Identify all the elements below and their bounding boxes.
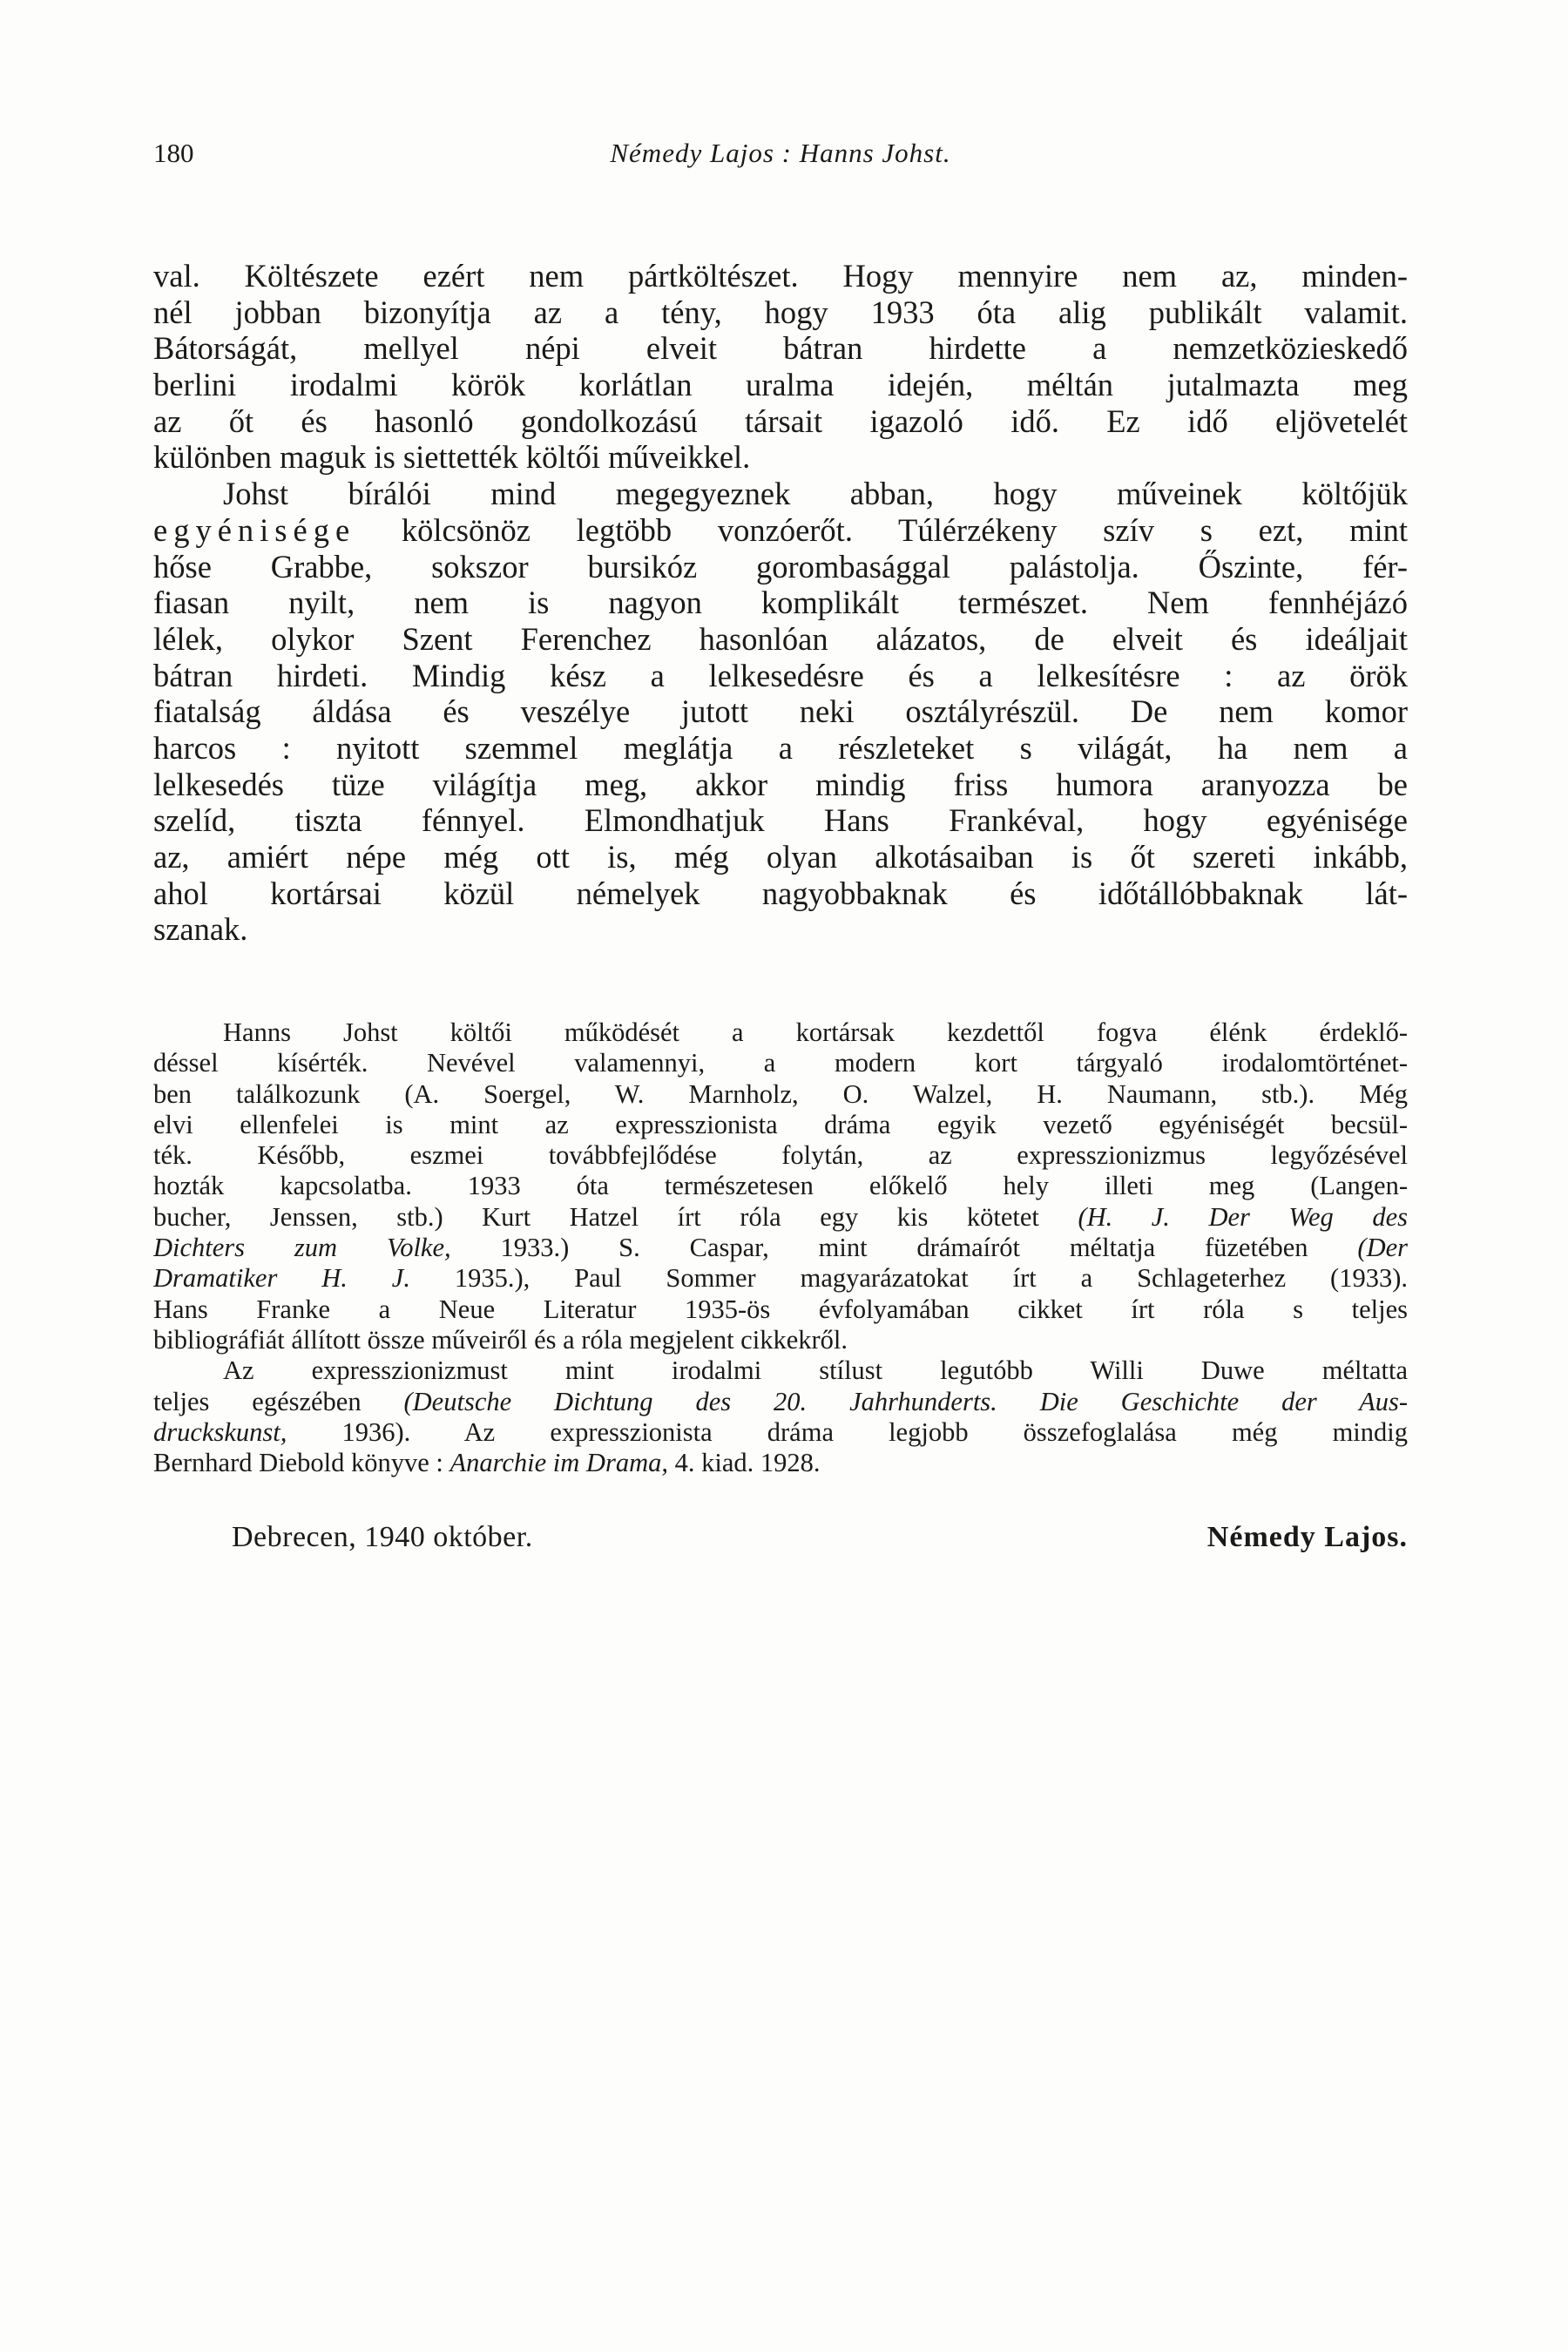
text-segment: 1935.), Paul Sommer magyarázatokat írt a Schlageterhez (1933). xyxy=(409,1263,1408,1294)
text-line xyxy=(153,767,1408,803)
text-segment: ték. Később, eszmei továbbfejlődése folytán, az expresszionizmus legyőzésével xyxy=(153,1140,1408,1171)
text-segment: nél jobban bizonyítja az a tény, hogy 1933 óta alig publikált valamit. xyxy=(153,294,1408,330)
text-segment: 4. kiad. 1928. xyxy=(667,1448,821,1478)
text-line xyxy=(153,658,1408,694)
footnote-line xyxy=(153,1325,1408,1355)
footnote-line xyxy=(153,1355,1408,1386)
footnote-line xyxy=(153,1417,1408,1448)
footnote-line xyxy=(153,1140,1408,1171)
text-segment: Dramatiker H. J. xyxy=(153,1263,410,1294)
text-segment: ahol kortársai közül némelyek nagyobbaknak és időtállóbbaknak lát- xyxy=(153,875,1408,911)
text-segment: Bernhard Diebold könyve : xyxy=(153,1448,450,1478)
text-line xyxy=(153,258,1408,294)
author-signature: Némedy Lajos. xyxy=(1206,1521,1408,1553)
footnote-line xyxy=(153,1171,1408,1201)
text-segment: különben maguk is siettették költői műveikkel. xyxy=(153,439,751,476)
text-line xyxy=(153,839,1408,875)
footnote-line xyxy=(153,1294,1408,1325)
text-segment: harcos : nyitott szemmel meglátja a részleteket s világát, ha nem a xyxy=(153,729,1408,766)
text-line xyxy=(153,439,1408,476)
text-segment: lelkesedés tüze világítja meg, akkor mindig friss humora aranyozza be xyxy=(153,766,1408,802)
footnote-line xyxy=(153,1448,1408,1478)
text-segment: Hans Franke a Neue Literatur 1935-ös évfolyamában cikket írt róla s teljes xyxy=(153,1294,1408,1324)
text-segment: az, amiért népe még ott is, még olyan alkotásaiban is őt szereti inkább, xyxy=(153,839,1408,875)
text-segment: lélek, olykor Szent Ferenchez hasonlóan alázatos, de elveit és ideáljait xyxy=(153,620,1408,657)
text-segment: (Der xyxy=(1357,1233,1408,1263)
running-head xyxy=(153,138,1408,181)
footnote-line xyxy=(153,1017,1408,1048)
text-line xyxy=(153,875,1408,912)
text-segment: Anarchie im Drama, xyxy=(449,1448,668,1478)
text-line xyxy=(153,693,1408,730)
text-line xyxy=(153,367,1408,403)
text-segment: ben találkozunk (A. Soergel, W. Marnholz, O. Walzel, H. Naumann, stb.). Még xyxy=(153,1078,1408,1109)
place-date: Debrecen, 1940 október. xyxy=(232,1521,533,1553)
text-segment: egyénisége xyxy=(153,511,356,548)
text-line xyxy=(153,911,1408,948)
text-line xyxy=(153,585,1408,621)
footnote-line xyxy=(153,1233,1408,1263)
text-line xyxy=(153,294,1408,331)
text-segment: hőse Grabbe, sokszor bursikóz gorombasággal palástolja. Őszinte, fér- xyxy=(153,548,1408,585)
text-line xyxy=(153,512,1408,549)
text-line xyxy=(153,330,1408,367)
text-segment: Johst bírálói mind megegyeznek abban, hogy műveinek költőjük xyxy=(223,476,1408,512)
text-segment: val. Költészete ezért nem pártköltészet. Hogy mennyire nem az, minden- xyxy=(153,258,1408,294)
footnote-line xyxy=(153,1202,1408,1233)
text-segment: kölcsönöz legtöbb vonzóerőt. Túlérzékeny szív s ezt, mint xyxy=(355,511,1408,548)
text-line xyxy=(153,476,1408,512)
footnote-line xyxy=(153,1048,1408,1078)
footnote-line xyxy=(153,1110,1408,1140)
footnote-line xyxy=(153,1387,1408,1417)
text-segment: (H. J. Der Weg des xyxy=(1078,1201,1408,1232)
text-segment: berlini irodalmi körök korlátlan uralma idején, méltán jutalmazta meg xyxy=(153,367,1408,403)
text-segment: hozták kapcsolatba. 1933 óta természetesen előkelő hely illeti meg (Langen- xyxy=(153,1171,1408,1201)
text-segment: 1936). Az expresszionista dráma legjobb összefoglalása még mindig xyxy=(287,1416,1408,1447)
footnote-line xyxy=(153,1079,1408,1110)
text-segment: Dichters zum Volke, xyxy=(153,1233,451,1263)
page-number: 180 xyxy=(153,138,194,168)
text-line xyxy=(153,403,1408,440)
text-segment: déssel kísérték. Nevével valamennyi, a modern kort tárgyaló irodalomtörténet- xyxy=(153,1048,1408,1078)
text-line xyxy=(153,621,1408,658)
footnote-line xyxy=(153,1263,1408,1294)
text-segment: az őt és hasonló gondolkozású társait igazoló idő. Ez idő eljövetelét xyxy=(153,402,1408,439)
signature-row xyxy=(153,1521,1408,1565)
text-segment: 1933.) S. Caspar, mint drámaírót méltatja füzetében xyxy=(450,1233,1358,1263)
text-segment: elvi ellenfelei is mint az expresszionista dráma egyik vezető egyéniségét becsül- xyxy=(153,1109,1408,1139)
text-segment: Bátorságát, mellyel népi elveit bátran hirdette a nemzetközieskedő xyxy=(153,330,1408,367)
main-text xyxy=(153,258,1408,948)
text-segment: szanak. xyxy=(153,911,248,948)
text-segment: fiatalság áldása és veszélye jutott neki osztályrészül. De nem komor xyxy=(153,693,1408,730)
text-segment: bibliográfiát állított össze műveiről és a róla megjelent cikkekről. xyxy=(153,1324,848,1355)
text-segment: Hanns Johst költői működését a kortársak kezdettől fogva élénk érdeklő- xyxy=(223,1017,1408,1047)
text-segment: bátran hirdeti. Mindig kész a lelkesedésre és a lelkesítésre : az örök xyxy=(153,657,1408,693)
text-segment: druckskunst, xyxy=(153,1416,287,1447)
text-line xyxy=(153,802,1408,839)
text-line xyxy=(153,549,1408,585)
footnotes xyxy=(153,1017,1408,1478)
running-title: Némedy Lajos : Hanns Johst. xyxy=(610,138,951,168)
text-segment: szelíd, tiszta fénnyel. Elmondhatjuk Hans Frankéval, hogy egyénisége xyxy=(153,802,1408,839)
text-line xyxy=(153,730,1408,767)
text-segment: bucher, Jenssen, stb.) Kurt Hatzel írt róla egy kis kötetet xyxy=(153,1201,1078,1232)
text-segment: fiasan nyilt, nem is nagyon komplikált természet. Nem fennhéjázó xyxy=(153,585,1408,621)
text-segment: Az expresszionizmust mint irodalmi stílust legutóbb Willi Duwe méltatta xyxy=(223,1355,1408,1386)
text-segment: teljes egészében xyxy=(153,1386,404,1416)
text-segment: (Deutsche Dichtung des 20. Jahrhunderts. Die Geschichte der Aus- xyxy=(403,1386,1408,1416)
